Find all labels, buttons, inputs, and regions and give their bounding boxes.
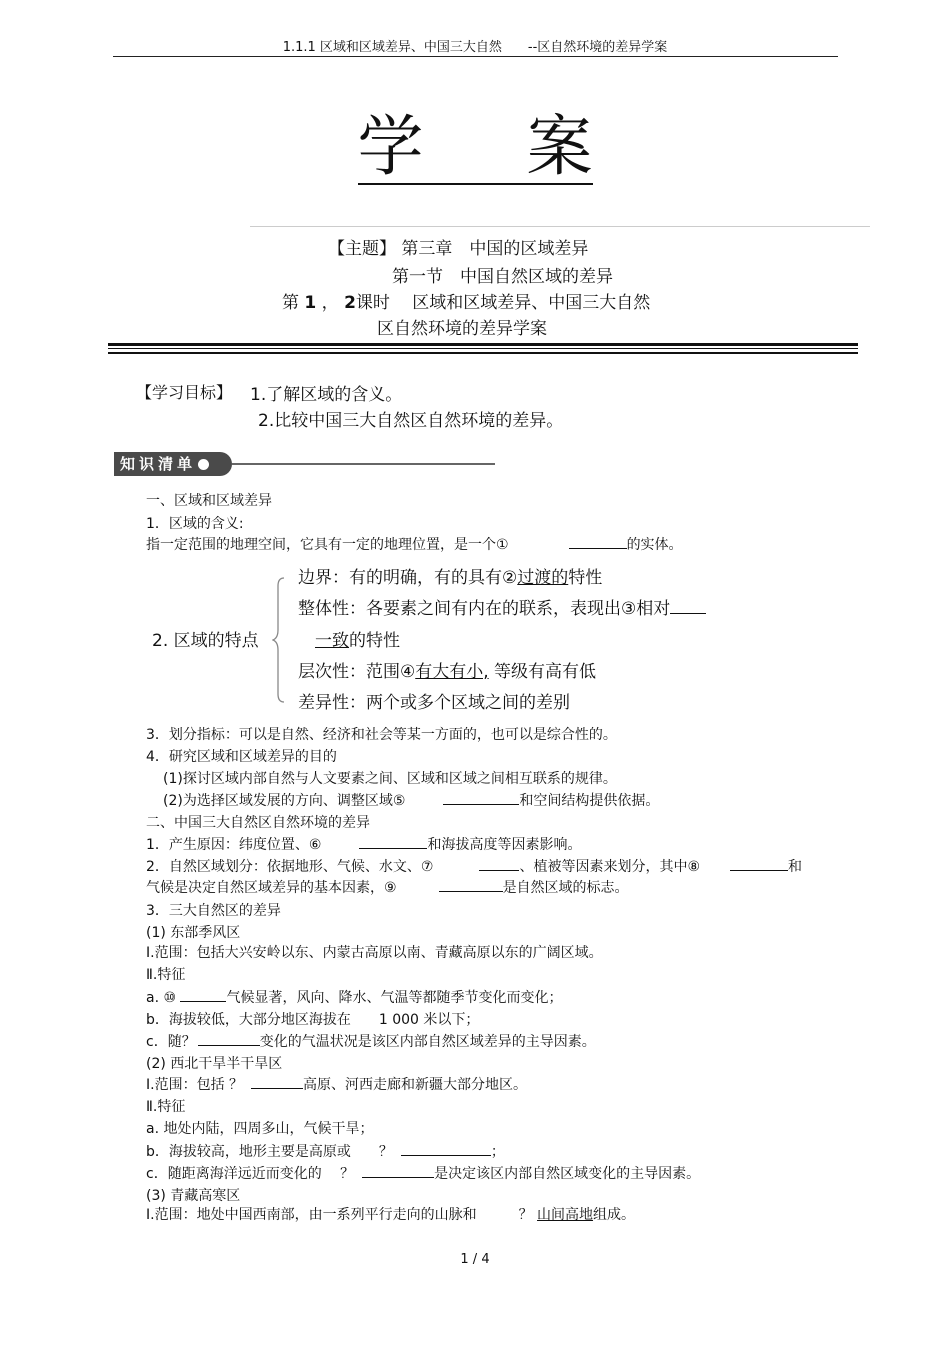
- brace-icon: [272, 576, 286, 704]
- blank-14: [362, 1163, 434, 1178]
- triple-rule-mid: [108, 348, 858, 349]
- region-1-title: (1) 东部季风区: [146, 925, 241, 941]
- region-2-c: c．随距离海洋远近而变化的 ？ 是决定该区内部自然区域变化的主导因素。: [146, 1163, 700, 1183]
- topic-line-3: 第 1 ， 2课时 区域和区域差异、中国三大自然: [282, 293, 651, 313]
- differences-title: 3．三大自然区的差异: [146, 903, 281, 919]
- feature-integrity-cont: 一致的特性: [315, 631, 400, 651]
- section-badge: 知识清单: [114, 452, 232, 476]
- cause-line: 1．产生原因：纬度位置、⑥ 和海拔高度等因素影响。: [146, 834, 581, 854]
- item-4-2: (2)为选择区域发展的方向、调整区域⑤ 和空间结构提供依据。: [163, 790, 659, 810]
- region-2-scope: Ⅰ.范围：包括 ？ 高原、河西走廊和新疆大部分地区。: [146, 1074, 527, 1094]
- objective-2: 2.比较中国三大自然区自然环境的差异。: [258, 411, 564, 431]
- topic-line-1: 【主题】 第三章 中国的区域差异: [328, 239, 589, 259]
- section-rule: [232, 463, 495, 465]
- region-3-scope: Ⅰ.范围：地处中国西南部，由一系列平行走向的山脉和 ？ 山间高地组成。: [146, 1207, 636, 1223]
- item-3: 3．划分指标：可以是自然、经济和社会等某一方面的，也可以是综合性的。: [146, 727, 617, 743]
- region-1-b: b．海拔较低，大部分地区海拔在 1 000 米以下；: [146, 1012, 480, 1028]
- topic-top-rule: [250, 226, 870, 227]
- item-4: 4．研究区域和区域差异的目的: [146, 749, 337, 765]
- blank-5: [443, 790, 519, 805]
- division-line-1: 2．自然区域划分：依据地形、气候、水文、⑦ 、植被等因素来划分，其中⑧ 和: [146, 856, 802, 876]
- region-1-features: Ⅱ.特征: [146, 967, 186, 983]
- blank-10: [180, 987, 226, 1002]
- topic-line-2: 第一节 中国自然区域的差异: [392, 267, 613, 287]
- blank-8: [730, 856, 788, 871]
- region-2-b: b．海拔较高，地形主要是高原或 ？ ；: [146, 1141, 505, 1161]
- blank-11: [198, 1031, 260, 1046]
- title-char-right: 案: [526, 108, 593, 185]
- blank-9: [439, 877, 503, 892]
- blank-7: [479, 856, 519, 871]
- bullet-dot-icon: [198, 459, 209, 470]
- blank-6: [359, 834, 427, 849]
- features-label: 2. 区域的特点: [152, 631, 259, 651]
- part2-heading: 二、中国三大自然区自然环境的差异: [146, 815, 370, 831]
- region-2-title: (2) 西北干旱半干旱区: [146, 1056, 283, 1072]
- feature-integrity: 整体性：各要素之间有内在的联系，表现出③相对: [298, 594, 706, 619]
- title-char-left: 学: [357, 108, 424, 185]
- item-4-1: (1)探讨区域内部自然与人文要素之间、区域和区域之间相互联系的规律。: [163, 771, 617, 787]
- blank-13: [401, 1141, 491, 1156]
- feature-difference: 差异性：两个或多个区域之间的差别: [298, 693, 570, 713]
- objective-1: 1.了解区域的含义。: [250, 385, 403, 405]
- division-line-2: 气候是决定自然区域差异的基本因素，⑨ 是自然区域的标志。: [146, 877, 629, 897]
- blank-3: [670, 596, 706, 614]
- region-1-c: c．随？ 变化的气温状况是该区内部自然区域差异的主导因素。: [146, 1031, 596, 1051]
- blank-1: [569, 534, 627, 549]
- blank-12: [251, 1074, 303, 1089]
- page-title: [0, 108, 950, 185]
- page-number: 1 / 4: [460, 1252, 490, 1267]
- part1-heading: 一、区域和区域差异: [146, 493, 272, 509]
- objectives-label: 【学习目标】: [136, 383, 233, 402]
- region-1-a: a. ⑩ 气候显著，风向、降水、气温等都随季节变化而变化；: [146, 987, 562, 1007]
- feature-boundary: 边界：有的明确，有的具有②过渡的特性: [298, 568, 603, 588]
- definition-text: 指一定范围的地理空间，它具有一定的地理位置，是一个① 的实体。: [146, 534, 683, 554]
- definition-title: 1．区域的含义:: [146, 516, 244, 532]
- region-3-title: (3) 青藏高寒区: [146, 1188, 241, 1204]
- region-2-features: Ⅱ.特征: [146, 1099, 186, 1115]
- feature-hierarchy: 层次性：范围④有大有小, 等级有高有低: [298, 662, 597, 682]
- triple-rule-top: [108, 343, 858, 346]
- header-rule: [113, 56, 838, 57]
- triple-rule-bottom: [108, 352, 858, 354]
- running-header: 1.1.1 区域和区域差异、中国三大自然 --区自然环境的差异学案: [282, 40, 668, 55]
- topic-line-4: 区自然环境的差异学案: [377, 319, 547, 339]
- region-1-scope: Ⅰ.范围：包括大兴安岭以东、内蒙古高原以南、青藏高原以东的广阔区域。: [146, 945, 603, 961]
- region-2-a: a. 地处内陆，四周多山，气候干旱；: [146, 1121, 374, 1137]
